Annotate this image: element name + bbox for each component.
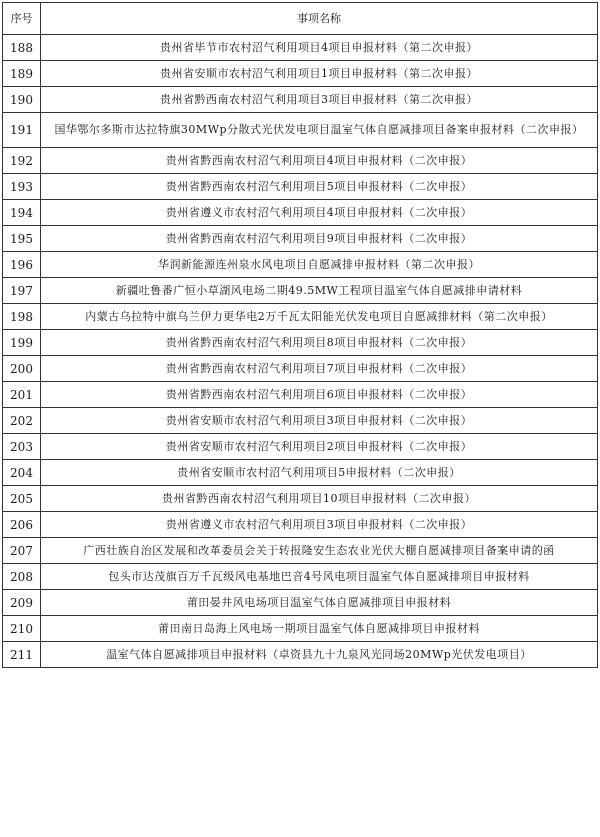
table-row — [3, 642, 598, 668]
row-number: 193 — [3, 174, 41, 200]
table-row — [3, 200, 598, 226]
row-number: 195 — [3, 226, 41, 252]
row-number: 208 — [3, 564, 41, 590]
row-number: 197 — [3, 278, 41, 304]
row-item-name: 贵州省黔西南农村沼气利用项目8项目申报材料（二次申报） — [41, 330, 598, 356]
row-item-name: 贵州省黔西南农村沼气利用项目9项目申报材料（二次申报） — [41, 226, 598, 252]
row-number: 201 — [3, 382, 41, 408]
row-number: 209 — [3, 590, 41, 616]
row-item-name: 贵州省毕节市农村沼气利用项目4项目申报材料（第二次申报） — [41, 35, 598, 61]
row-item-name: 贵州省黔西南农村沼气利用项目7项目申报材料（二次申报） — [41, 356, 598, 382]
table-row — [3, 226, 598, 252]
row-number: 203 — [3, 434, 41, 460]
row-number: 198 — [3, 304, 41, 330]
row-number: 190 — [3, 87, 41, 113]
table-body — [3, 35, 598, 668]
table-row — [3, 538, 598, 564]
header-number: 序号 — [3, 3, 41, 35]
row-number: 200 — [3, 356, 41, 382]
row-item-name: 莆田南日岛海上风电场一期项目温室气体自愿减排项目申报材料 — [41, 616, 598, 642]
table-row — [3, 590, 598, 616]
header-row — [3, 3, 598, 35]
table-row — [3, 61, 598, 87]
table-row — [3, 35, 598, 61]
table-row — [3, 616, 598, 642]
row-number: 205 — [3, 486, 41, 512]
row-number: 196 — [3, 252, 41, 278]
table-row — [3, 174, 598, 200]
table-row — [3, 304, 598, 330]
row-number: 199 — [3, 330, 41, 356]
row-number: 189 — [3, 61, 41, 87]
row-item-name: 贵州省黔西南农村沼气利用项目4项目申报材料（二次申报） — [41, 148, 598, 174]
row-item-name: 华润新能源连州泉水风电项目自愿减排申报材料（第二次申报） — [41, 252, 598, 278]
row-item-name: 贵州省安顺市农村沼气利用项目1项目申报材料（第二次申报） — [41, 61, 598, 87]
row-number: 191 — [3, 113, 41, 148]
row-item-name: 贵州省黔西南农村沼气利用项目3项目申报材料（第二次申报） — [41, 87, 598, 113]
row-number: 194 — [3, 200, 41, 226]
row-item-name: 国华鄂尔多斯市达拉特旗30MWp分散式光伏发电项目温室气体自愿减排项目备案申报材料（二次申报） — [41, 113, 598, 148]
table-row — [3, 382, 598, 408]
row-number: 207 — [3, 538, 41, 564]
row-number: 210 — [3, 616, 41, 642]
row-item-name: 贵州省黔西南农村沼气利用项目5项目申报材料（二次申报） — [41, 174, 598, 200]
row-item-name: 莆田晏井风电场项目温室气体自愿减排项目申报材料 — [41, 590, 598, 616]
row-number: 206 — [3, 512, 41, 538]
table-row — [3, 148, 598, 174]
table-row — [3, 408, 598, 434]
table-row — [3, 330, 598, 356]
table-row — [3, 356, 598, 382]
row-item-name: 贵州省遵义市农村沼气利用项目4项目申报材料（二次申报） — [41, 200, 598, 226]
header-item-name: 事项名称 — [41, 3, 598, 35]
row-number: 192 — [3, 148, 41, 174]
table-row — [3, 87, 598, 113]
row-item-name: 广西壮族自治区发展和改革委员会关于转报隆安生态农业光伏大棚自愿减排项目备案申请的函 — [41, 538, 598, 564]
row-item-name: 贵州省黔西南农村沼气利用项目10项目申报材料（二次申报） — [41, 486, 598, 512]
row-number: 188 — [3, 35, 41, 61]
table-row — [3, 486, 598, 512]
row-number: 211 — [3, 642, 41, 668]
table-row — [3, 460, 598, 486]
row-number: 204 — [3, 460, 41, 486]
table-row — [3, 278, 598, 304]
row-item-name: 贵州省遵义市农村沼气利用项目3项目申报材料（二次申报） — [41, 512, 598, 538]
row-item-name: 贵州省安顺市农村沼气利用项目5申报材料（二次申报） — [41, 460, 598, 486]
row-item-name: 新疆吐鲁番广恒小草湖风电场二期49.5MW工程项目温室气体自愿减排申请材料 — [41, 278, 598, 304]
row-item-name: 内蒙古乌拉特中旗乌兰伊力更华电2万千瓦太阳能光伏发电项目自愿减排材料（第二次申报） — [41, 304, 598, 330]
row-item-name: 贵州省黔西南农村沼气利用项目6项目申报材料（二次申报） — [41, 382, 598, 408]
table-row — [3, 252, 598, 278]
row-item-name: 包头市达茂旗百万千瓦级风电基地巴音4号风电项目温室气体自愿减排项目申报材料 — [41, 564, 598, 590]
row-number: 202 — [3, 408, 41, 434]
table-row — [3, 434, 598, 460]
row-item-name: 贵州省安顺市农村沼气利用项目2项目申报材料（二次申报） — [41, 434, 598, 460]
row-item-name: 温室气体自愿减排项目申报材料（卓资县九十九泉风光同场20MWp光伏发电项目） — [41, 642, 598, 668]
table-row — [3, 512, 598, 538]
row-item-name: 贵州省安顺市农村沼气利用项目3项目申报材料（二次申报） — [41, 408, 598, 434]
table-row — [3, 113, 598, 148]
table-row — [3, 564, 598, 590]
items-table — [2, 2, 598, 668]
